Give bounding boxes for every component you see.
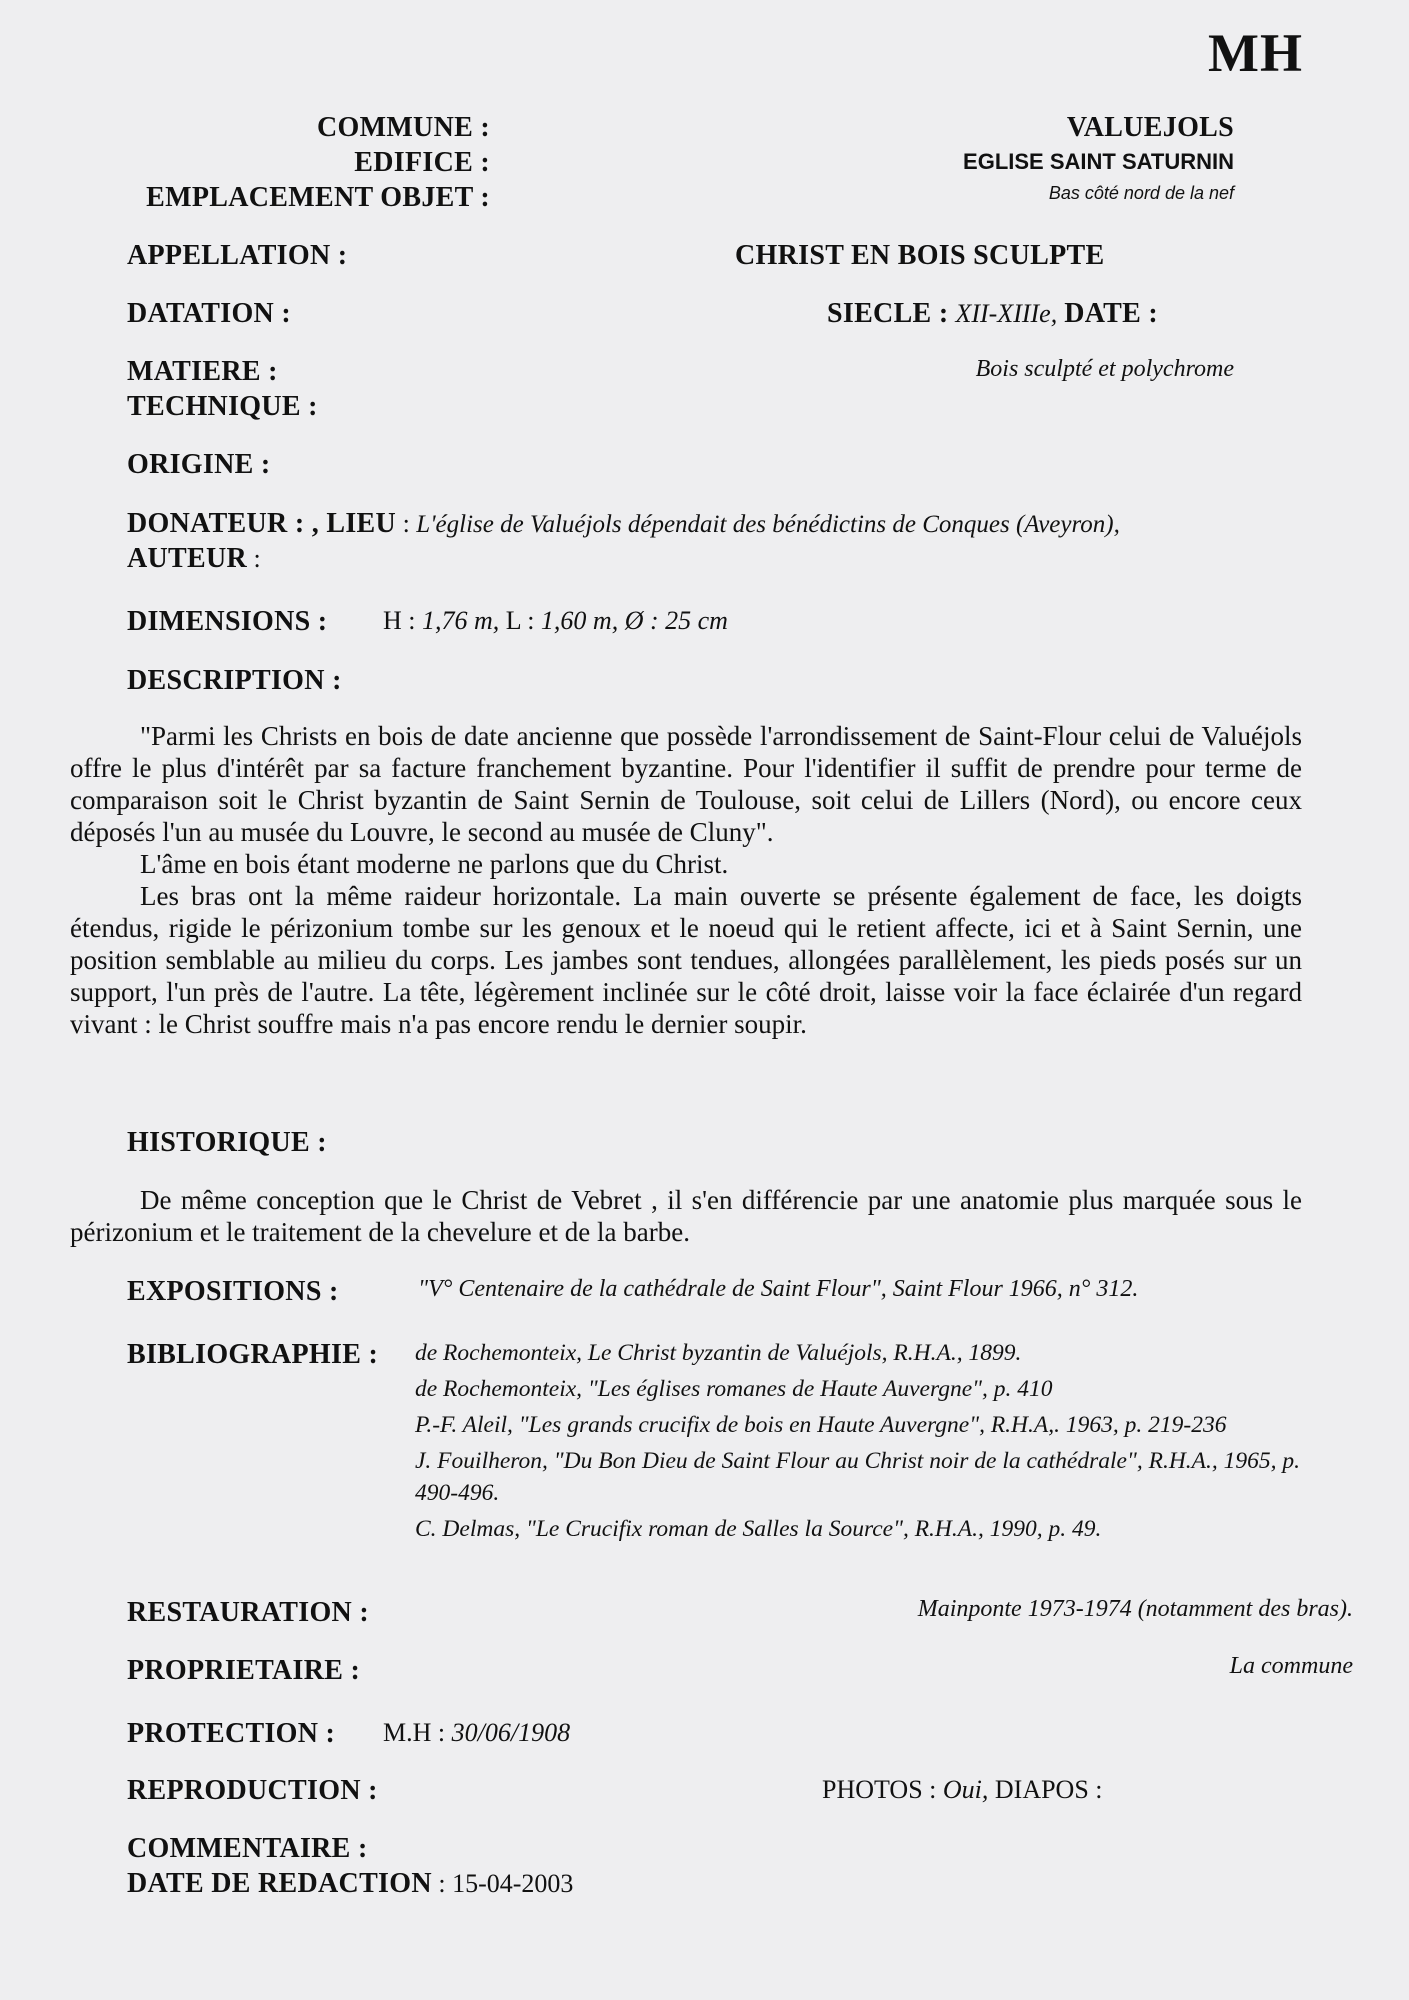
restauration-label: RESTAURATION : xyxy=(127,1597,369,1628)
emplacement-label: EMPLACEMENT OBJET : xyxy=(146,182,490,213)
commune-value: VALUEJOLS xyxy=(1066,112,1234,143)
protection-value xyxy=(383,1718,570,1748)
donateur-value: L'église de Valuéjols dépendait des bénédictins de Conques (Aveyron), xyxy=(416,511,1120,538)
photos-value: Oui, xyxy=(942,1775,989,1804)
bibliographie-label: BIBLIOGRAPHIE : xyxy=(127,1339,379,1370)
expositions-label: EXPOSITIONS : xyxy=(127,1276,339,1307)
proprietaire-value: La commune xyxy=(1229,1653,1353,1679)
datation-label: DATATION : xyxy=(127,298,291,329)
redaction-label: DATE DE REDACTION xyxy=(127,1868,432,1899)
emplacement-value: Bas côté nord de la nef xyxy=(1048,183,1234,203)
auteur-line xyxy=(127,543,261,575)
description-paragraph-2: L'âme en bois étant moderne ne parlons que du Christ. xyxy=(140,849,729,879)
l-label: L : xyxy=(499,606,541,635)
matiere-value: Bois sculpté et polychrome xyxy=(975,356,1234,382)
auteur-colon: : xyxy=(247,544,261,573)
donateur-label: DONATEUR : , LIEU xyxy=(127,508,397,539)
description-label: DESCRIPTION : xyxy=(127,665,342,696)
siecle-value: XII-XIIIe, xyxy=(955,299,1058,328)
restauration-value: Mainponte 1973-1974 (notamment des bras). xyxy=(917,1596,1353,1622)
historique-text xyxy=(70,1184,1302,1248)
edifice-label: EDIFICE : xyxy=(354,147,490,178)
bibliographie-item: P.-F. Aleil, "Les grands crucifix de bois en Haute Auvergne", R.H.A,. 1963, p. 219-236 xyxy=(415,1412,1227,1438)
appellation-value: CHRIST EN BOIS SCULPTE xyxy=(735,240,1105,271)
historique-paragraph: De même conception que le Christ de Vebret , il s'en différencie par une anatomie plus marquée sous le périzonium et le traitement de la chevelure et de la barbe. xyxy=(70,1185,1302,1247)
redaction-date: 15-04-2003 xyxy=(452,1869,574,1898)
date-label: DATE : xyxy=(1064,298,1159,329)
h-label: H : xyxy=(383,606,422,635)
reproduction-label: REPRODUCTION : xyxy=(127,1775,378,1806)
commune-label: COMMUNE : xyxy=(317,112,490,143)
donateur-line xyxy=(127,508,1120,540)
siecle-line xyxy=(827,298,1158,330)
auteur-label: AUTEUR xyxy=(127,543,248,574)
d-value: 25 cm xyxy=(665,606,728,635)
description-paragraph-3: Les bras ont la même raideur horizontale. La main ouverte se présente également de face, les doigts étendus, rigide le périzonium tombe sur les genoux et le noeud qui le retient affecte, ici et à Saint Sernin, une position semblable au milieu du corps. Les jambes sont tendues, allongées parallèlement, les pieds posés sur un support, l'un près de l'autre. La tête, légèrement inclinée sur le côté droit, laisse voir la face éclairée d'un regard vivant : le Christ souffre mais n'a pas encore rendu le dernier soupir. xyxy=(70,881,1302,1039)
mh-badge: MH xyxy=(1208,23,1303,83)
description-paragraph-1: "Parmi les Christs en bois de date ancienne que possède l'arrondissement de Saint-Flour celui de Valuéjols offre le plus d'intérêt par sa facture franchement byzantine. Pour l'identifier il suffit de prendre pour terme de comparaison soit le Christ byzantin de Saint Sernin de Toulouse, soit celui de Lillers (Nord), ou encore ceux déposés l'un au musée du Louvre, le second au musée de Cluny". xyxy=(70,721,1302,847)
mh-label: M.H : xyxy=(383,1718,452,1747)
matiere-label: MATIERE : xyxy=(127,356,278,387)
l-value: 1,60 m, xyxy=(540,606,619,635)
protection-label: PROTECTION : xyxy=(127,1718,336,1749)
technique-label: TECHNIQUE : xyxy=(127,391,318,422)
edifice-value: EGLISE SAINT SATURNIN xyxy=(963,149,1234,174)
protection-date: 30/06/1908 xyxy=(451,1718,571,1747)
bibliographie-list xyxy=(415,1337,1320,1549)
redaction-colon: : xyxy=(431,1869,453,1898)
bibliographie-item: C. Delmas, "Le Crucifix roman de Salles la Source", R.H.A., 1990, p. 49. xyxy=(415,1516,1102,1542)
h-value: 1,76 m, xyxy=(422,606,500,635)
photos-label: PHOTOS : xyxy=(822,1775,943,1804)
proprietaire-label: PROPRIETAIRE : xyxy=(127,1655,361,1686)
bibliographie-item: de Rochemonteix, Le Christ byzantin de Valuéjols, R.H.A., 1899. xyxy=(415,1340,1022,1366)
redaction-line xyxy=(127,1868,573,1900)
bibliographie-item: J. Fouilheron, "Du Bon Dieu de Saint Flour au Christ noir de la cathédrale", R.H.A., 1965, p. 490-496. xyxy=(415,1448,1301,1506)
reproduction-value xyxy=(822,1775,1103,1805)
bibliographie-item: de Rochemonteix, "Les églises romanes de Haute Auvergne", p. 410 xyxy=(415,1376,1053,1402)
diapos-label: DIAPOS : xyxy=(988,1775,1103,1804)
siecle-label: SIECLE : xyxy=(827,298,949,329)
appellation-label: APPELLATION : xyxy=(127,240,348,271)
d-label: Ø : xyxy=(618,606,666,635)
description-text xyxy=(70,720,1302,1040)
expositions-value: "V° Centenaire de la cathédrale de Saint Flour", Saint Flour 1966, n° 312. xyxy=(418,1276,1139,1302)
donateur-colon: : xyxy=(396,509,417,538)
commentaire-label: COMMENTAIRE : xyxy=(127,1833,368,1864)
dimensions-label: DIMENSIONS : xyxy=(127,606,328,637)
origine-label: ORIGINE : xyxy=(127,449,271,480)
historique-label: HISTORIQUE : xyxy=(127,1127,327,1158)
dimensions-value xyxy=(383,606,728,636)
